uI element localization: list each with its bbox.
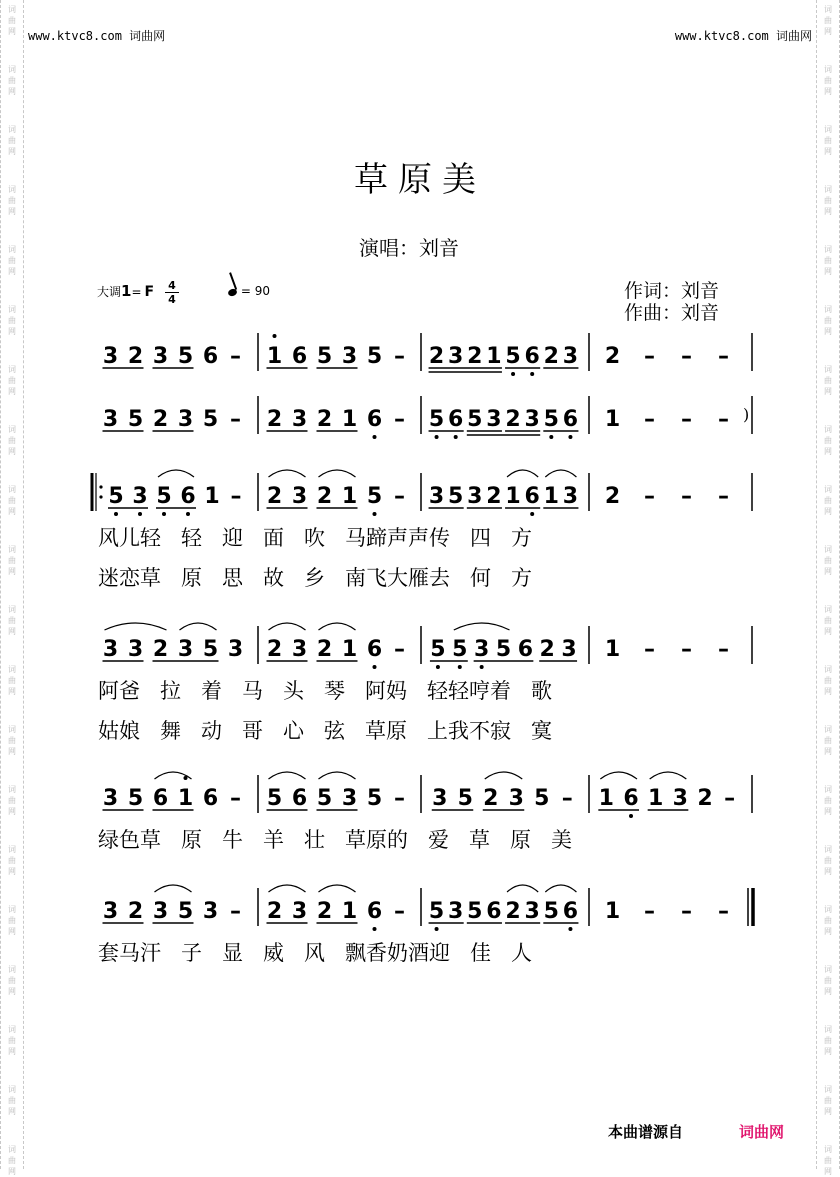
lyric-segment: 寞 bbox=[531, 719, 552, 743]
note-1: 1 bbox=[598, 786, 614, 811]
side-watermark-text: 词 曲 网 bbox=[824, 1025, 832, 1056]
lyric-segment: 套马汗 bbox=[98, 941, 161, 965]
note-5: 5 bbox=[452, 637, 468, 662]
lyricist: 作词：刘音 bbox=[624, 280, 720, 302]
note-1: 1 bbox=[341, 899, 358, 924]
note-3: 3 bbox=[341, 344, 358, 369]
lyric-segment: 迷恋草 bbox=[98, 566, 161, 590]
note-6: 6 bbox=[524, 484, 540, 509]
lyric-segment: 牛 bbox=[222, 828, 243, 852]
note-3: 3 bbox=[473, 637, 490, 662]
octave-dot-below bbox=[436, 665, 440, 669]
note-1: 1 bbox=[341, 484, 358, 509]
lyric-segment: 心 bbox=[283, 719, 304, 743]
side-watermark-text: 词 曲 网 bbox=[824, 185, 832, 216]
note-1: 1 bbox=[604, 637, 621, 662]
lyric-segment: 马 bbox=[242, 679, 263, 703]
note-1: 1 bbox=[341, 637, 358, 662]
octave-dot-below bbox=[435, 927, 439, 931]
note-2: 2 bbox=[152, 407, 169, 432]
lyric-segment: 风 bbox=[304, 941, 325, 965]
note-3: 3 bbox=[102, 786, 119, 811]
lyric-segment: 方 bbox=[511, 526, 532, 550]
side-watermark-text: 词 曲 网 bbox=[8, 305, 16, 336]
dash-note: – bbox=[718, 407, 729, 432]
note-2: 2 bbox=[467, 344, 483, 369]
side-watermark-text: 词 曲 网 bbox=[824, 425, 832, 456]
note-3: 3 bbox=[202, 899, 219, 924]
note-2: 2 bbox=[543, 344, 559, 369]
dash-note: – bbox=[718, 344, 729, 369]
note-2: 2 bbox=[152, 637, 169, 662]
lyric-segment: 头 bbox=[283, 679, 304, 703]
slur bbox=[545, 885, 576, 892]
octave-dot-below bbox=[568, 927, 572, 931]
octave-dot-below bbox=[629, 814, 633, 818]
dash-note: – bbox=[394, 786, 405, 811]
note-3: 3 bbox=[467, 484, 483, 509]
octave-dot-below bbox=[114, 512, 118, 516]
note-3: 3 bbox=[341, 786, 358, 811]
slur bbox=[269, 623, 306, 630]
note-5: 5 bbox=[177, 899, 194, 924]
dash-note: – bbox=[230, 899, 241, 924]
side-watermark-text: 词 曲 网 bbox=[8, 1145, 16, 1176]
octave-dot-below bbox=[373, 927, 377, 931]
note-1: 1 bbox=[505, 484, 521, 509]
note-5: 5 bbox=[457, 786, 473, 811]
dash-note: – bbox=[681, 344, 692, 369]
note-6: 6 bbox=[202, 344, 219, 369]
note-5: 5 bbox=[543, 407, 559, 432]
composer: 作曲：刘音 bbox=[624, 302, 720, 324]
side-watermark-text: 词 曲 网 bbox=[824, 965, 832, 996]
dash-note: – bbox=[724, 786, 736, 811]
side-watermark-text: 词 曲 网 bbox=[824, 125, 832, 156]
slur bbox=[269, 470, 306, 477]
note-6: 6 bbox=[291, 786, 308, 811]
note-2: 2 bbox=[697, 786, 713, 811]
dash-note: – bbox=[394, 899, 405, 924]
note-3: 3 bbox=[432, 786, 448, 811]
dash-note: – bbox=[230, 786, 241, 811]
side-watermark-text: 词 曲 网 bbox=[8, 605, 16, 636]
note-6: 6 bbox=[524, 344, 540, 369]
lyric-segment: 轻轻哼着 bbox=[427, 679, 511, 703]
singer-line: 演唱：刘音 bbox=[359, 236, 459, 260]
lyric-segment: 草 bbox=[469, 828, 490, 852]
note-3: 3 bbox=[132, 484, 148, 509]
slur bbox=[545, 470, 576, 477]
header-site-left[interactable]: www.ktvc8.com 词曲网 bbox=[28, 29, 166, 43]
lyric-segment: 弦 bbox=[324, 719, 345, 743]
note-5: 5 bbox=[366, 786, 383, 811]
lyric-segment: 哥 bbox=[242, 719, 263, 743]
side-watermark-text: 词 曲 网 bbox=[8, 365, 16, 396]
note-6: 6 bbox=[202, 786, 219, 811]
note-3: 3 bbox=[102, 407, 119, 432]
side-watermark-text: 词 曲 网 bbox=[824, 485, 832, 516]
side-watermark-text: 词 曲 网 bbox=[8, 845, 16, 876]
lyric-segment: 草原 bbox=[365, 719, 407, 743]
octave-dot-below bbox=[458, 665, 462, 669]
dash-note: – bbox=[681, 899, 692, 924]
side-watermark-text: 词 曲 网 bbox=[8, 485, 16, 516]
note-3: 3 bbox=[562, 344, 579, 369]
note-5: 5 bbox=[543, 899, 559, 924]
header-site-right[interactable]: www.ktvc8.com 词曲网 bbox=[674, 29, 812, 43]
song-title: 草原美 bbox=[354, 160, 486, 200]
note-2: 2 bbox=[483, 786, 499, 811]
slur bbox=[485, 772, 523, 779]
note-6: 6 bbox=[517, 637, 534, 662]
note-5: 5 bbox=[467, 899, 483, 924]
note-5: 5 bbox=[534, 786, 550, 811]
lyric-segment: 绿色草 bbox=[98, 828, 161, 852]
side-watermark-text: 词 曲 网 bbox=[824, 1145, 832, 1176]
note-3: 3 bbox=[486, 407, 502, 432]
lyric-segment: 显 bbox=[222, 941, 243, 965]
side-watermark-text: 词 曲 网 bbox=[8, 65, 16, 96]
octave-dot-below bbox=[373, 435, 377, 439]
dash-note: – bbox=[230, 344, 241, 369]
note-3: 3 bbox=[127, 637, 144, 662]
note-3: 3 bbox=[561, 637, 577, 662]
lyric-segment: 故 bbox=[263, 566, 284, 590]
note-1: 1 bbox=[177, 786, 194, 811]
lyric-segment: 壮 bbox=[304, 828, 325, 852]
side-watermark-text: 词 曲 网 bbox=[824, 545, 832, 576]
note-3: 3 bbox=[102, 344, 119, 369]
lyric-segment: 着 bbox=[201, 679, 222, 703]
note-3: 3 bbox=[102, 899, 119, 924]
key-eq: = bbox=[131, 285, 142, 299]
note-2: 2 bbox=[266, 899, 283, 924]
note-5: 5 bbox=[127, 407, 144, 432]
note-2: 2 bbox=[604, 344, 621, 369]
note-3: 3 bbox=[508, 786, 524, 811]
slur bbox=[319, 772, 356, 779]
dash-note: – bbox=[681, 407, 692, 432]
note-3: 3 bbox=[524, 407, 540, 432]
slur bbox=[600, 772, 637, 779]
note-6: 6 bbox=[291, 344, 308, 369]
lyric-segment: 威 bbox=[263, 941, 284, 965]
note-3: 3 bbox=[291, 637, 308, 662]
note-2: 2 bbox=[539, 637, 555, 662]
octave-dot-below bbox=[549, 435, 553, 439]
note-2: 2 bbox=[505, 899, 521, 924]
side-watermark-text: 词 曲 网 bbox=[824, 665, 832, 696]
lyric-segment: 人 bbox=[511, 941, 532, 965]
lyric-segment: 四 bbox=[470, 526, 491, 550]
note-3: 3 bbox=[291, 899, 308, 924]
note-3: 3 bbox=[152, 344, 169, 369]
octave-dot-below bbox=[511, 372, 515, 376]
slur bbox=[507, 885, 538, 892]
lyric-segment: 原 bbox=[181, 566, 202, 590]
note-5: 5 bbox=[202, 407, 219, 432]
side-watermark-text: 词 曲 网 bbox=[8, 665, 16, 696]
octave-dot-below bbox=[454, 435, 458, 439]
dash-note: – bbox=[644, 637, 655, 662]
note-6: 6 bbox=[562, 899, 579, 924]
octave-dot-below bbox=[568, 435, 572, 439]
side-watermark-text: 词 曲 网 bbox=[824, 65, 832, 96]
octave-dot-above bbox=[273, 334, 277, 338]
note-6: 6 bbox=[486, 899, 502, 924]
note-1: 1 bbox=[204, 484, 220, 509]
lyric-segment: 飘香奶酒迎 bbox=[345, 941, 450, 965]
dash-note: – bbox=[644, 344, 655, 369]
dash-note: – bbox=[394, 407, 405, 432]
note-5: 5 bbox=[108, 484, 124, 509]
note-3: 3 bbox=[177, 407, 194, 432]
note-5: 5 bbox=[430, 637, 446, 662]
note-2: 2 bbox=[266, 407, 283, 432]
lyric-segment: 子 bbox=[181, 941, 202, 965]
lyric-segment: 乡 bbox=[304, 566, 325, 590]
dash-note: – bbox=[394, 344, 405, 369]
octave-dot-below bbox=[186, 512, 190, 516]
note-2: 2 bbox=[127, 344, 144, 369]
note-2: 2 bbox=[266, 484, 283, 509]
repeat-dot bbox=[99, 495, 102, 498]
note-2: 2 bbox=[428, 344, 445, 369]
side-watermark-text: 词 曲 网 bbox=[824, 785, 832, 816]
lyric-segment: 原 bbox=[181, 828, 202, 852]
lyric-segment: 拉 bbox=[160, 679, 181, 703]
side-watermark-text: 词 曲 网 bbox=[8, 725, 16, 756]
slur bbox=[454, 623, 510, 630]
lyric-segment: 舞 bbox=[160, 719, 181, 743]
note-2: 2 bbox=[505, 407, 521, 432]
key-letter: F bbox=[144, 284, 155, 300]
lyric-segment: 思 bbox=[222, 566, 243, 590]
note-2: 2 bbox=[604, 484, 621, 509]
dash-note: – bbox=[644, 484, 655, 509]
note-1: 1 bbox=[341, 407, 358, 432]
note-5: 5 bbox=[366, 484, 383, 509]
side-watermark-text: 词 曲 网 bbox=[824, 1085, 832, 1116]
octave-dot-below bbox=[138, 512, 142, 516]
lyric-segment: 歌 bbox=[531, 679, 552, 703]
octave-dot-below bbox=[530, 512, 534, 516]
note-5: 5 bbox=[428, 899, 445, 924]
note-6: 6 bbox=[366, 637, 383, 662]
note-1: 1 bbox=[648, 786, 664, 811]
note-5: 5 bbox=[177, 344, 194, 369]
side-watermark-text: 词 曲 网 bbox=[824, 365, 832, 396]
note-1: 1 bbox=[486, 344, 502, 369]
lyric-segment: 上我不寂 bbox=[427, 719, 511, 743]
note-3: 3 bbox=[448, 344, 464, 369]
slur bbox=[155, 885, 192, 892]
dash-note: – bbox=[681, 637, 692, 662]
note-2: 2 bbox=[316, 637, 333, 662]
note-5: 5 bbox=[448, 484, 464, 509]
lyric-segment: 姑娘 bbox=[98, 719, 140, 743]
slur bbox=[319, 623, 356, 630]
dash-note: – bbox=[230, 484, 242, 509]
note-3: 3 bbox=[448, 899, 464, 924]
note-3: 3 bbox=[291, 407, 308, 432]
lyric-segment: 原 bbox=[510, 828, 531, 852]
footer bbox=[608, 1121, 784, 1142]
side-watermark-text: 词 曲 网 bbox=[824, 845, 832, 876]
lyric-segment: 动 bbox=[201, 719, 222, 743]
note-5: 5 bbox=[266, 786, 283, 811]
note-3: 3 bbox=[227, 637, 244, 662]
repeat-dot bbox=[99, 485, 102, 488]
note-6: 6 bbox=[562, 407, 579, 432]
note-3: 3 bbox=[177, 637, 194, 662]
note-5: 5 bbox=[127, 786, 144, 811]
note-5: 5 bbox=[467, 407, 483, 432]
dash-note: – bbox=[718, 899, 729, 924]
octave-dot-below bbox=[530, 372, 534, 376]
note-2: 2 bbox=[486, 484, 502, 509]
octave-dot-below bbox=[162, 512, 166, 516]
note-2: 2 bbox=[266, 637, 283, 662]
key-one: 1 bbox=[121, 282, 132, 300]
side-watermark-text: 词 曲 网 bbox=[8, 545, 16, 576]
slur bbox=[269, 772, 306, 779]
slur bbox=[650, 772, 687, 779]
lyric-segment: 琴 bbox=[324, 679, 345, 703]
side-watermark-text: 词 曲 网 bbox=[8, 425, 16, 456]
dash-note: – bbox=[681, 484, 692, 509]
note-2: 2 bbox=[316, 407, 333, 432]
lyric-segment: 面 bbox=[263, 526, 284, 550]
slur bbox=[269, 885, 306, 892]
note-1: 1 bbox=[604, 899, 621, 924]
dash-note: – bbox=[394, 637, 405, 662]
slur bbox=[507, 470, 538, 477]
side-watermark-text: 词 曲 网 bbox=[8, 785, 16, 816]
footer-source: 本曲谱源自 bbox=[608, 1123, 684, 1141]
note-5: 5 bbox=[202, 637, 219, 662]
side-watermark-text: 词 曲 网 bbox=[824, 605, 832, 636]
slur bbox=[180, 623, 217, 630]
lyric-segment: 轻 bbox=[181, 526, 202, 550]
lyric-segment: 阿妈 bbox=[365, 679, 407, 703]
tempo-value: = 90 bbox=[240, 284, 270, 298]
time-signature-top: 4 bbox=[168, 279, 176, 292]
note-3: 3 bbox=[152, 899, 169, 924]
note-1: 1 bbox=[543, 484, 559, 509]
lyric-segment: 阿爸 bbox=[98, 679, 140, 703]
note-5: 5 bbox=[428, 407, 445, 432]
side-watermark-text: 词 曲 网 bbox=[8, 965, 16, 996]
dash-note: – bbox=[718, 637, 729, 662]
note-3: 3 bbox=[524, 899, 540, 924]
note-3: 3 bbox=[102, 637, 119, 662]
note-1: 1 bbox=[266, 344, 283, 369]
slur bbox=[158, 470, 194, 477]
slur bbox=[319, 885, 356, 892]
note-6: 6 bbox=[448, 407, 464, 432]
note-6: 6 bbox=[152, 786, 169, 811]
lyric-segment: 何 bbox=[470, 566, 491, 590]
side-watermark-text: 词 曲 网 bbox=[8, 1085, 16, 1116]
octave-dot-below bbox=[373, 665, 377, 669]
note-2: 2 bbox=[316, 484, 333, 509]
lyric-segment: 南飞大雁去 bbox=[345, 566, 450, 590]
note-6: 6 bbox=[366, 899, 383, 924]
dash-note: – bbox=[644, 899, 655, 924]
note-3: 3 bbox=[428, 484, 445, 509]
closing-paren: ) bbox=[743, 405, 750, 424]
side-watermark-text: 词 曲 网 bbox=[824, 5, 832, 36]
note-5: 5 bbox=[156, 484, 172, 509]
note-6: 6 bbox=[366, 407, 383, 432]
side-watermark-text: 词 曲 网 bbox=[824, 725, 832, 756]
note-6: 6 bbox=[623, 786, 639, 811]
dash-note: – bbox=[644, 407, 655, 432]
note-1: 1 bbox=[604, 407, 621, 432]
note-3: 3 bbox=[672, 786, 688, 811]
dash-note: – bbox=[230, 407, 241, 432]
note-2: 2 bbox=[127, 899, 144, 924]
side-watermark-text: 词 曲 网 bbox=[824, 245, 832, 276]
footer-brand[interactable]: 词曲网 bbox=[739, 1123, 785, 1141]
side-watermark-text: 词 曲 网 bbox=[824, 305, 832, 336]
note-5: 5 bbox=[316, 786, 333, 811]
lyric-segment: 草原的 bbox=[345, 828, 408, 852]
note-6: 6 bbox=[180, 484, 196, 509]
note-5: 5 bbox=[495, 637, 512, 662]
lyric-segment: 马蹄声声传 bbox=[345, 526, 450, 550]
slur bbox=[105, 623, 167, 630]
lyric-segment: 风儿轻 bbox=[98, 526, 161, 550]
note-5: 5 bbox=[366, 344, 383, 369]
lyric-segment: 方 bbox=[511, 566, 532, 590]
side-watermark-text: 词 曲 网 bbox=[8, 125, 16, 156]
note-3: 3 bbox=[291, 484, 308, 509]
lyric-segment: 羊 bbox=[263, 828, 284, 852]
time-signature-bottom: 4 bbox=[165, 292, 179, 306]
slur bbox=[319, 470, 356, 477]
note-2: 2 bbox=[316, 899, 333, 924]
note-5: 5 bbox=[505, 344, 521, 369]
lyric-segment: 美 bbox=[551, 828, 572, 852]
lyric-segment: 佳 bbox=[470, 941, 491, 965]
lyric-segment: 爱 bbox=[428, 828, 449, 852]
side-watermark-text: 词 曲 网 bbox=[8, 905, 16, 936]
note-3: 3 bbox=[562, 484, 579, 509]
dash-note: – bbox=[718, 484, 729, 509]
octave-dot-below bbox=[435, 435, 439, 439]
side-watermark-text: 词 曲 网 bbox=[8, 185, 16, 216]
side-watermark-text: 词 曲 网 bbox=[8, 245, 16, 276]
side-watermark-text: 词 曲 网 bbox=[8, 1025, 16, 1056]
side-watermark-text: 词 曲 网 bbox=[8, 5, 16, 36]
octave-dot-below bbox=[480, 665, 484, 669]
octave-dot-below bbox=[373, 512, 377, 516]
dash-note: – bbox=[394, 484, 405, 509]
note-5: 5 bbox=[316, 344, 333, 369]
lyric-segment: 迎 bbox=[222, 526, 243, 550]
lyric-segment: 吹 bbox=[304, 526, 325, 550]
dash-note: – bbox=[561, 786, 573, 811]
key-prefix: 大调 bbox=[97, 285, 122, 299]
side-watermark-text: 词 曲 网 bbox=[824, 905, 832, 936]
